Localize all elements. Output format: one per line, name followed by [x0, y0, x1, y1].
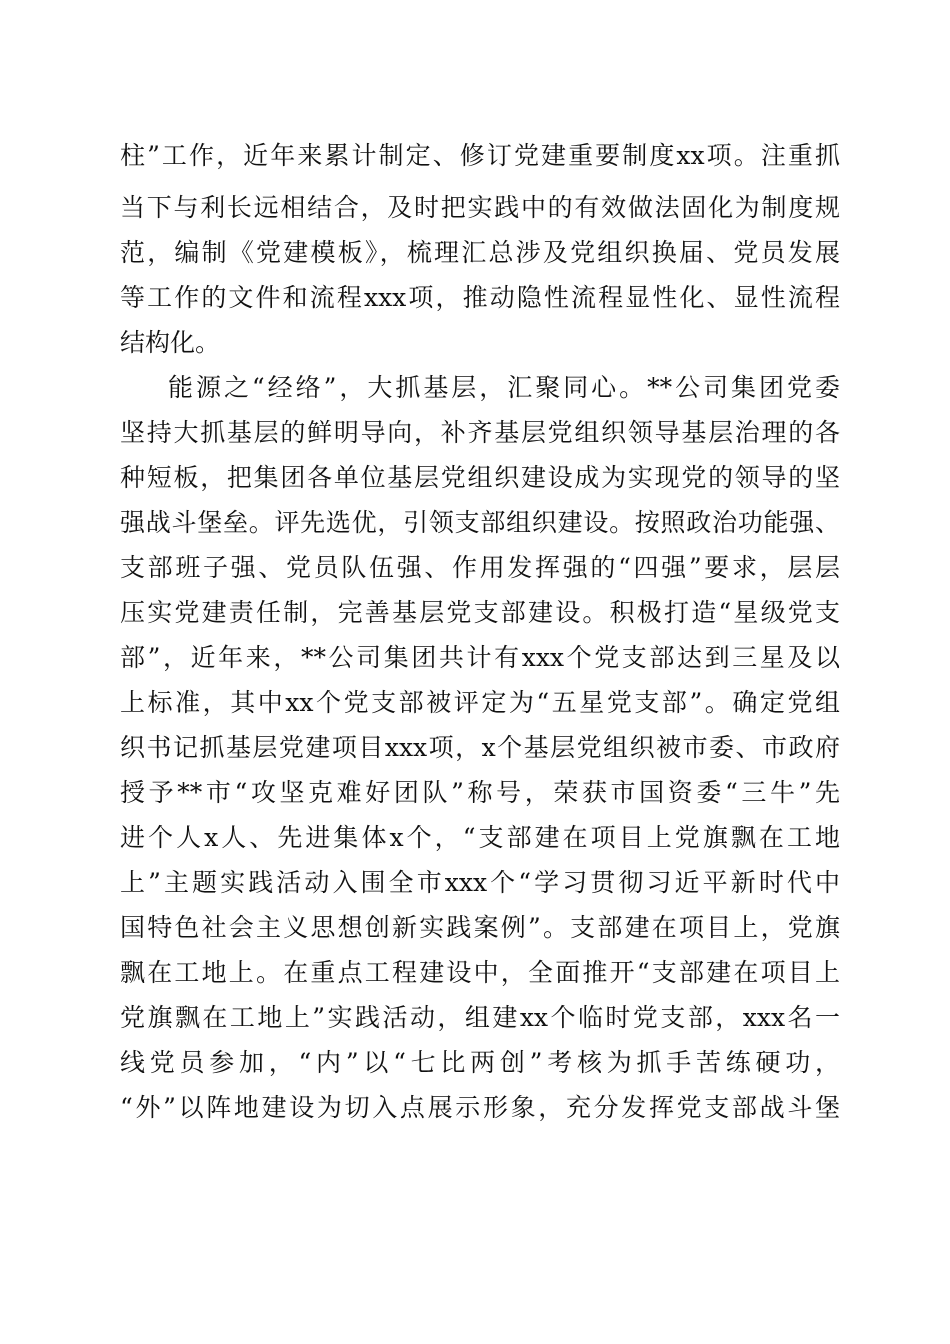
- text-line: 上标准，其中xx个党支部被评定为“五星党支部”。确定党组: [120, 688, 840, 717]
- text-line: 范，编制《党建模板》，梳理汇总涉及党组织换届、党员发展: [120, 238, 840, 267]
- text-line: 线党员参加，“内”以“七比两创”考核为抓手苦练硬功，: [120, 1048, 840, 1077]
- text-line: 柱”工作，近年来累计制定、修订党建重要制度xx项。注重抓: [120, 141, 840, 170]
- text-line: 织书记抓基层党建项目xxx项，x个基层党组织被市委、市政府: [120, 733, 840, 762]
- text-line: 支部班子强、党员队伍强、作用发挥强的“四强”要求，层层: [120, 553, 840, 582]
- text-line: 进个人x人、先进集体x个，“支部建在项目上党旗飘在工地: [120, 823, 840, 852]
- text-line: 党旗飘在工地上”实践活动，组建xx个临时党支部，xxx名一: [120, 1003, 840, 1032]
- text-line: 部”，近年来，**公司集团共计有xxx个党支部达到三星及以: [120, 643, 840, 672]
- text-line: 国特色社会主义思想创新实践案例”。支部建在项目上，党旗: [120, 913, 840, 942]
- text-line: 上”主题实践活动入围全市xxx个“学习贯彻习近平新时代中: [120, 868, 840, 897]
- text-line: “外”以阵地建设为切入点展示形象，充分发挥党支部战斗堡: [120, 1093, 840, 1122]
- text-line: 坚持大抓基层的鲜明导向，补齐基层党组织领导基层治理的各: [120, 418, 840, 447]
- text-line: 等工作的文件和流程xxx项，推动隐性流程显性化、显性流程: [120, 283, 840, 312]
- text-line: 种短板，把集团各单位基层党组织建设成为实现党的领导的坚: [120, 463, 840, 492]
- text-line: 当下与利长远相结合，及时把实践中的有效做法固化为制度规: [120, 193, 840, 222]
- text-line: 能源之“经络”，大抓基层，汇聚同心。**公司集团党委: [168, 373, 840, 402]
- text-line: 授予**市“攻坚克难好团队”称号，荣获市国资委“三牛”先: [120, 778, 841, 807]
- text-line: 飘在工地上。在重点工程建设中，全面推开“支部建在项目上: [120, 958, 840, 987]
- text-line: 强战斗堡垒。评先选优，引领支部组织建设。按照政治功能强、: [120, 508, 840, 537]
- text-line: 压实党建责任制，完善基层党支部建设。积极打造“星级党支: [120, 598, 840, 627]
- text-line: 结构化。: [120, 328, 221, 357]
